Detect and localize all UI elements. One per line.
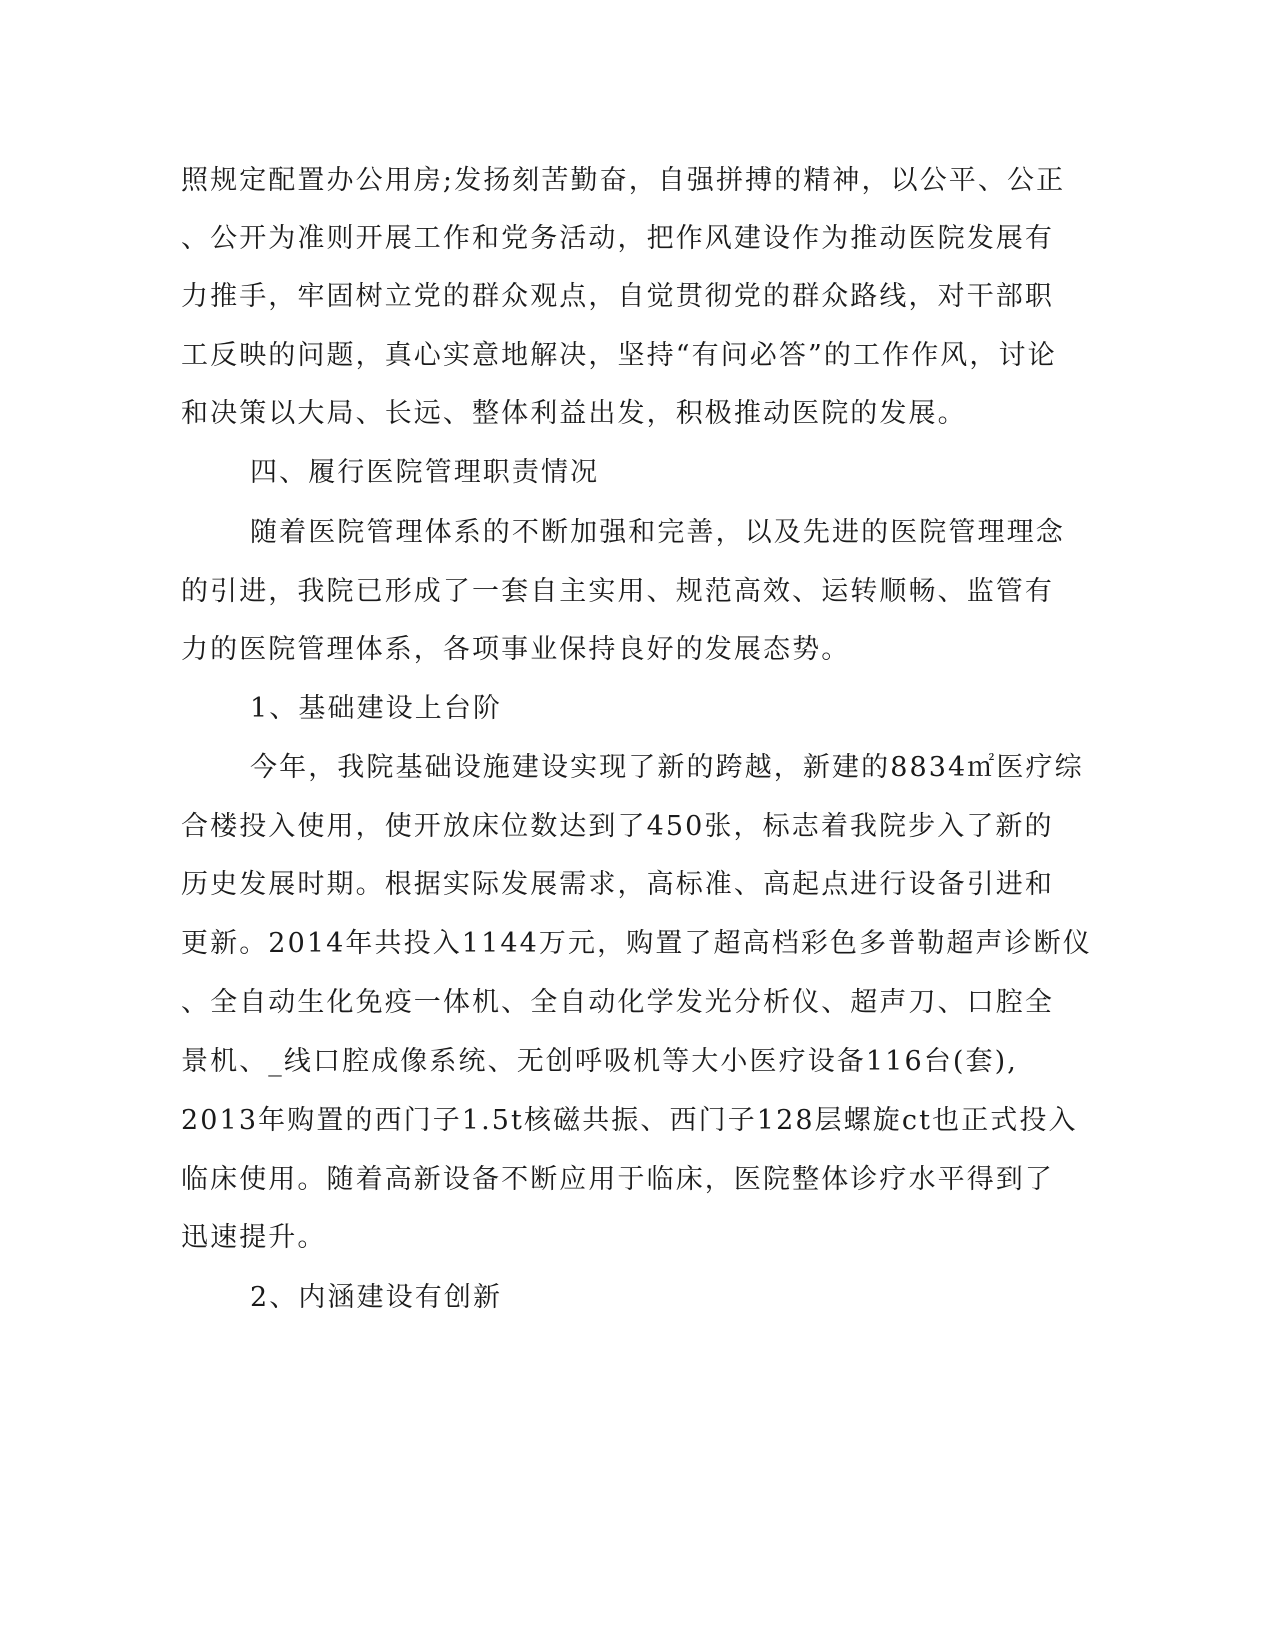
paragraph-line: 工反映的问题，真心实意地解决，坚持“有问必答”的工作作风，讨论 bbox=[181, 340, 1057, 371]
paragraph-line: 今年，我院基础设施建设实现了新的跨越，新建的8834㎡医疗综 bbox=[250, 752, 1084, 783]
subsection-heading: 2、内涵建设有创新 bbox=[250, 1282, 503, 1313]
paragraph-line: 和决策以大局、长远、整体利益出发，积极推动医院的发展。 bbox=[181, 398, 967, 429]
paragraph-line: 随着医院管理体系的不断加强和完善，以及先进的医院管理理念 bbox=[250, 517, 1065, 548]
paragraph-line: 照规定配置办公用房;发扬刻苦勤奋，自强拼搏的精神，以公平、公正 bbox=[181, 165, 1066, 196]
paragraph-line: 的引进，我院已形成了一套自主实用、规范高效、运转顺畅、监管有 bbox=[181, 576, 1054, 607]
subsection-heading: 1、基础建设上台阶 bbox=[250, 693, 503, 724]
paragraph-line: 更新。2014年共投入1144万元，购置了超高档彩色多普勒超声诊断仪 bbox=[181, 928, 1092, 959]
paragraph-line: 历史发展时期。根据实际发展需求，高标准、高起点进行设备引进和 bbox=[181, 869, 1054, 900]
paragraph-line: 2013年购置的西门子1.5t核磁共振、西门子128层螺旋ct也正式投入 bbox=[181, 1105, 1078, 1136]
paragraph-line: 、全自动生化免疫一体机、全自动化学发光分析仪、超声刀、口腔全 bbox=[181, 987, 1054, 1018]
paragraph-line: 合楼投入使用，使开放床位数达到了450张，标志着我院步入了新的 bbox=[181, 811, 1054, 842]
paragraph-line: 迅速提升。 bbox=[181, 1222, 327, 1253]
section-heading: 四、履行医院管理职责情况 bbox=[250, 457, 600, 488]
paragraph-line: 临床使用。随着高新设备不断应用于临床，医院整体诊疗水平得到了 bbox=[181, 1164, 1054, 1195]
paragraph-line: 力的医院管理体系，各项事业保持良好的发展态势。 bbox=[181, 634, 851, 665]
paragraph-line: 力推手，牢固树立党的群众观点，自觉贯彻党的群众路线，对干部职 bbox=[181, 281, 1054, 312]
paragraph-line: 、公开为准则开展工作和党务活动，把作风建设作为推动医院发展有 bbox=[181, 223, 1054, 254]
paragraph-line: 景机、_线口腔成像系统、无创呼吸机等大小医疗设备116台(套), bbox=[181, 1046, 1018, 1077]
